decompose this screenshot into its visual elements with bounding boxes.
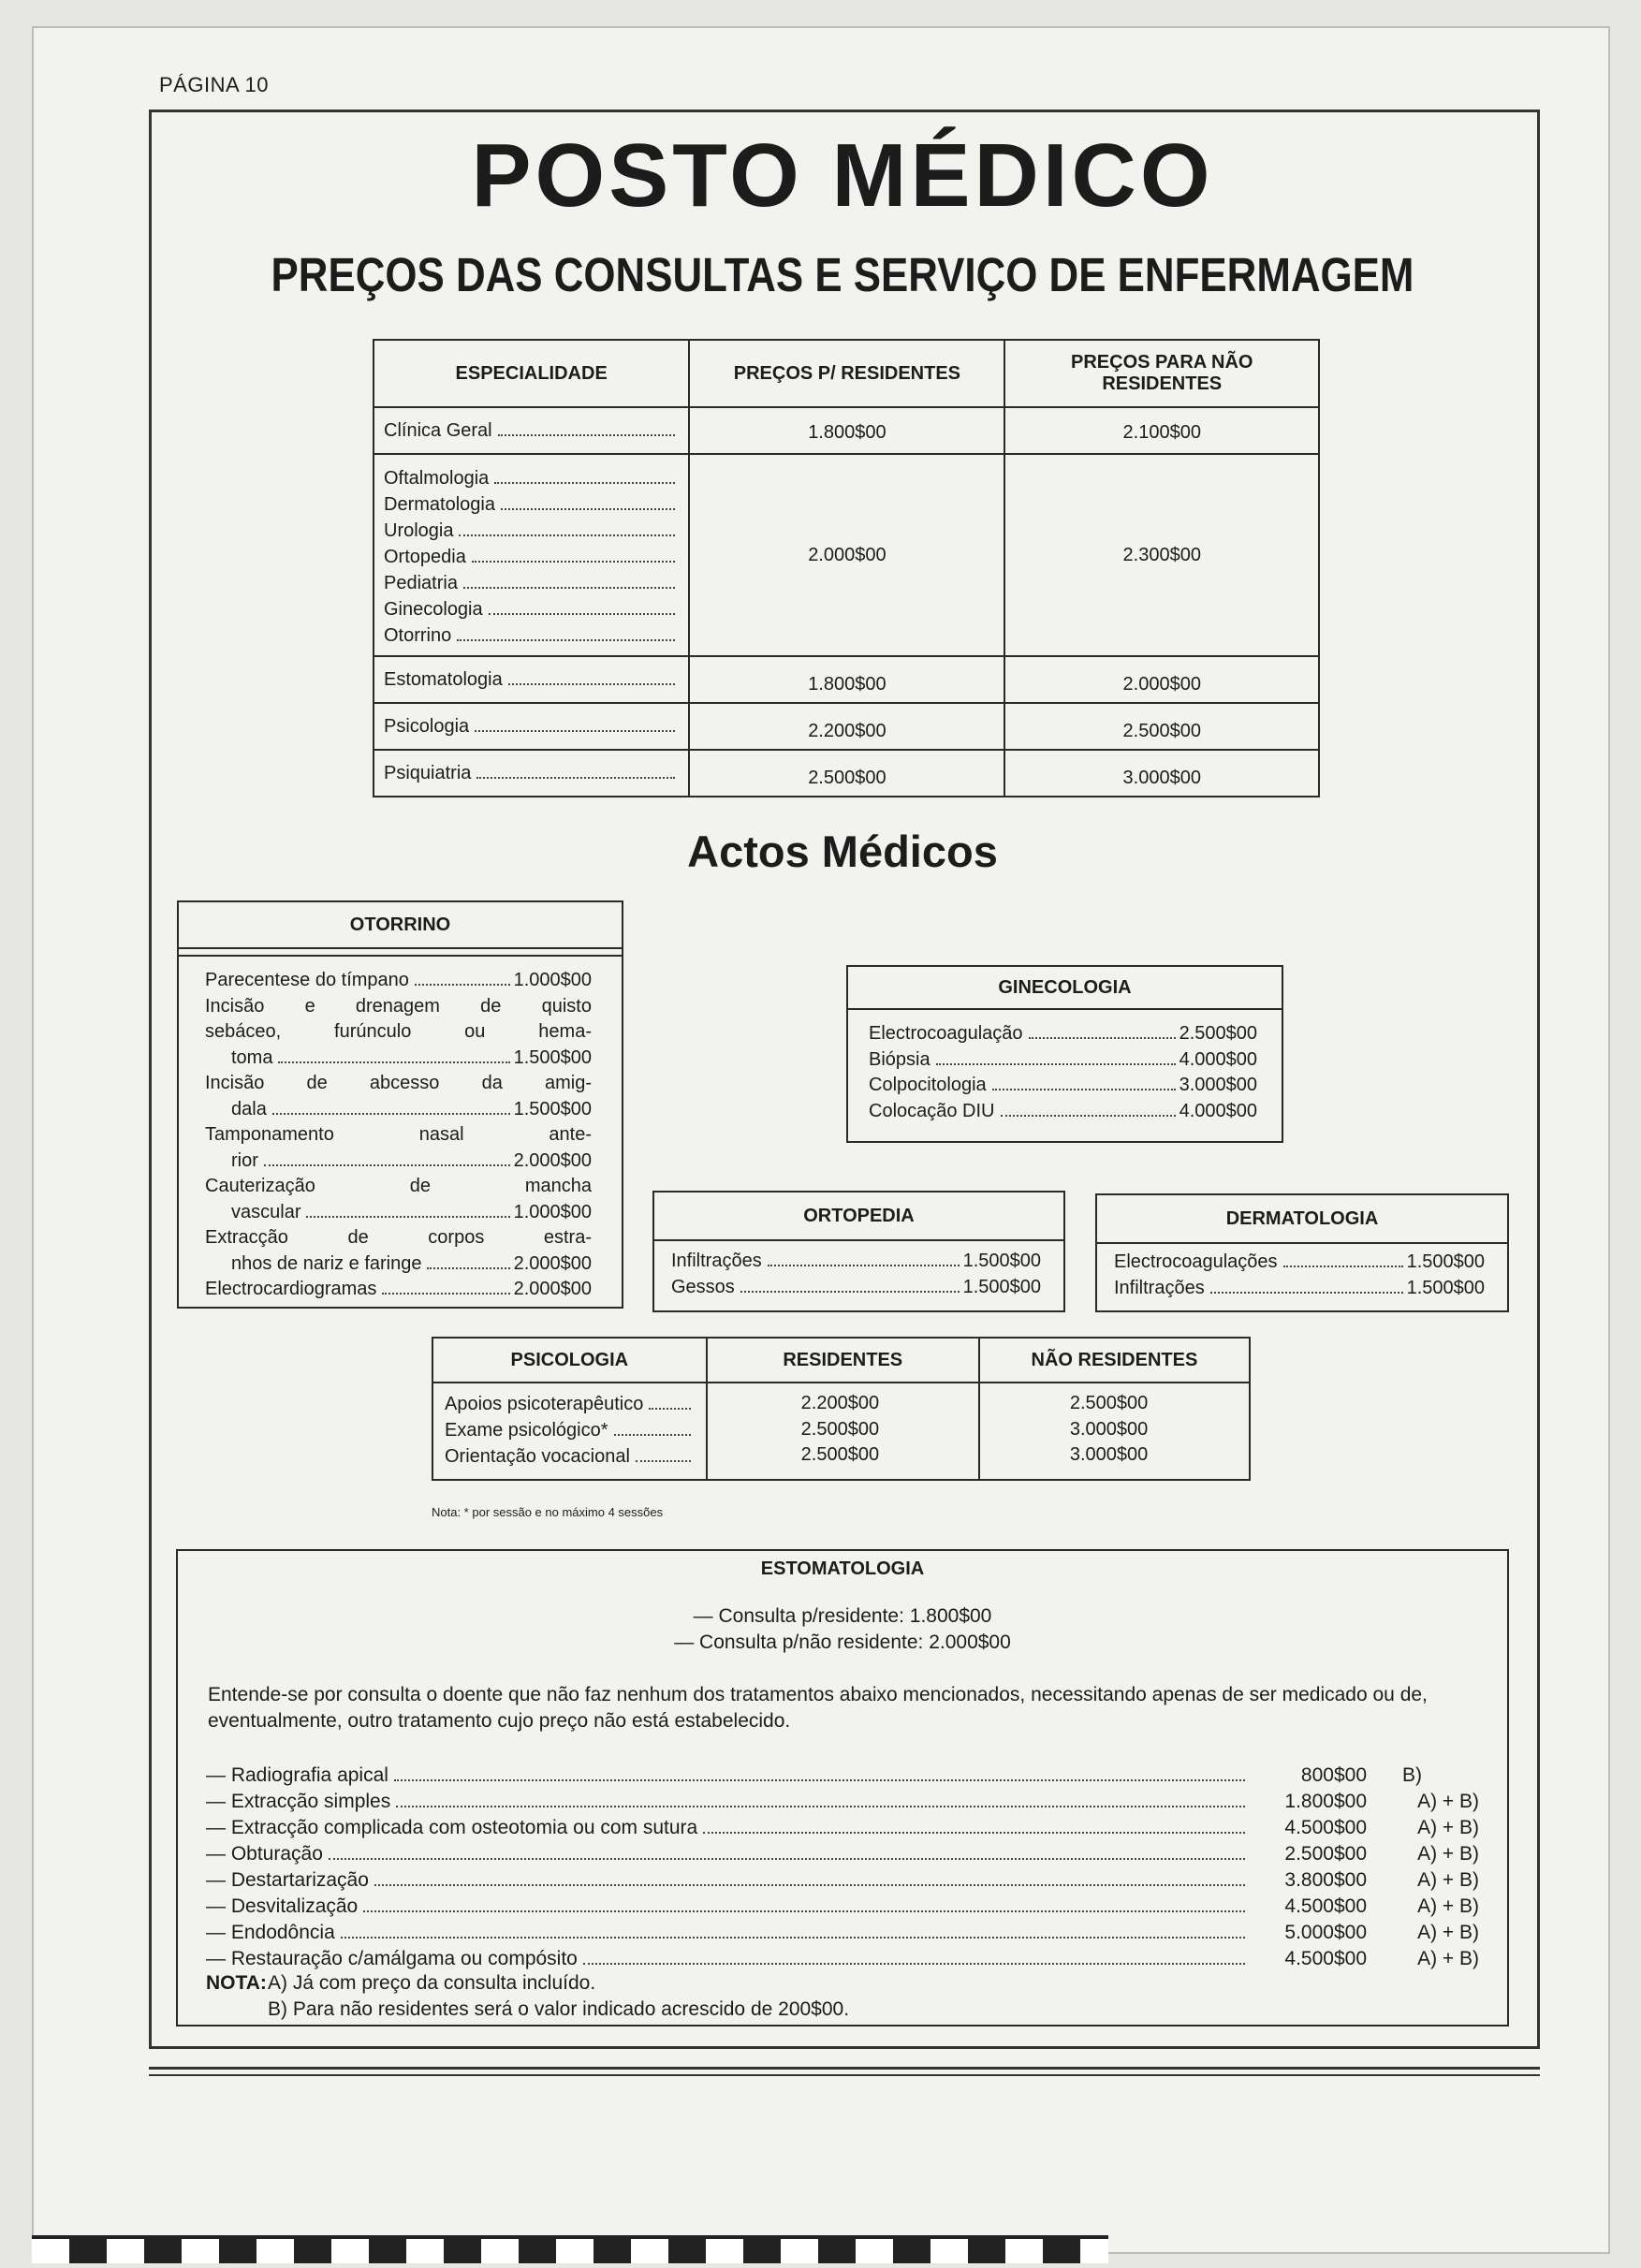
bottom-rule bbox=[149, 2067, 1540, 2070]
definition-paragraph: Entende-se por consulta o doente que não faz nenhum dos tratamentos abaixo mencionados, necessitando apenas de ser medicado ou de, eventualmente, outro tratamento cujo preço não está estabelecido. bbox=[208, 1684, 1428, 1732]
treatment-name: — Restauração c/amálgama ou compósito bbox=[206, 1948, 578, 1969]
list-item: vascular bbox=[231, 1201, 301, 1222]
specialty-name: Psiquiatria bbox=[384, 763, 472, 783]
list-item: Infiltrações bbox=[671, 1251, 762, 1271]
item-price: 1.000$00 bbox=[513, 970, 592, 990]
specialty-name: Oftalmologia bbox=[384, 468, 490, 489]
item-price: 2.500$00 bbox=[1179, 1023, 1257, 1044]
list-item: Parecentese do tímpano bbox=[205, 970, 409, 990]
list-item: Gessos bbox=[671, 1276, 735, 1297]
list-item: nhos de nariz e faringe bbox=[231, 1252, 422, 1274]
table-row bbox=[374, 750, 1319, 797]
page-title: POSTO MÉDICO bbox=[471, 125, 1214, 226]
nota-block bbox=[206, 1970, 595, 1997]
item-price: 2.000$00 bbox=[513, 1149, 592, 1171]
treatment-row bbox=[206, 1946, 1479, 1972]
scan-ruler bbox=[32, 2239, 1108, 2263]
treatment-row bbox=[206, 1815, 1479, 1841]
non-resident-price: 2.000$00 bbox=[1004, 656, 1319, 703]
specialty-name: Clínica Geral bbox=[384, 420, 492, 441]
non-resident-price: 2.100$00 bbox=[1004, 407, 1319, 454]
consultation-price-table bbox=[373, 339, 1320, 797]
list-item: Biópsia bbox=[869, 1048, 930, 1070]
treatment-price: 4.500$00 bbox=[1284, 1948, 1367, 1969]
ginecologia-header: GINECOLOGIA bbox=[848, 967, 1282, 1010]
psicologia-table bbox=[432, 1337, 1251, 1481]
otorrino-header: OTORRINO bbox=[179, 902, 622, 949]
list-item: Cauterização de mancha bbox=[205, 1176, 592, 1196]
list-item: Infiltrações bbox=[1114, 1277, 1205, 1298]
item-price: 1.500$00 bbox=[962, 1251, 1041, 1271]
list-item: sebáceo, furúnculo ou hema- bbox=[205, 1021, 592, 1042]
treatment-row bbox=[206, 1920, 1479, 1946]
treatment-code: A) + B) bbox=[1417, 1817, 1479, 1838]
specialty-name: Estomatologia bbox=[384, 669, 503, 690]
page-label: PÁGINA 10 bbox=[159, 73, 270, 96]
treatment-name: — Destartarização bbox=[206, 1869, 369, 1891]
item-price: 1.500$00 bbox=[513, 1046, 592, 1068]
resident-price: 2.500$00 bbox=[689, 750, 1004, 797]
list-item: Extracção de corpos estra- bbox=[205, 1227, 592, 1248]
treatment-row bbox=[206, 1894, 1479, 1920]
dermatologia-header: DERMATOLOGIA bbox=[1097, 1195, 1507, 1244]
specialty-name: Psicologia bbox=[384, 716, 470, 737]
list-item: toma bbox=[231, 1046, 273, 1068]
resident-price: 2.500$00 bbox=[800, 1444, 880, 1465]
treatment-name: — Extracção complicada com osteotomia ou com sutura bbox=[206, 1817, 698, 1838]
treatment-price: 4.500$00 bbox=[1284, 1895, 1367, 1917]
treatment-code: A) + B) bbox=[1417, 1922, 1479, 1943]
list-item: Orientação vocacional bbox=[445, 1446, 630, 1467]
nota-label: NOTA: bbox=[206, 1972, 267, 1994]
column-header-resident-price: PREÇOS P/ RESIDENTES bbox=[689, 340, 1004, 407]
non-resident-price: 2.500$00 bbox=[1069, 1393, 1149, 1413]
column-header-specialty: ESPECIALIDADE bbox=[374, 340, 689, 407]
specialty-name: Urologia bbox=[384, 520, 454, 541]
list-item: dala bbox=[231, 1098, 267, 1119]
treatment-name: — Extracção simples bbox=[206, 1791, 391, 1812]
treatment-row bbox=[206, 1763, 1479, 1789]
specialty-name: Ginecologia bbox=[384, 599, 483, 620]
item-price: 3.000$00 bbox=[1179, 1075, 1257, 1095]
estomatologia-header: ESTOMATOLOGIA bbox=[760, 1558, 925, 1579]
treatment-price: 1.800$00 bbox=[1284, 1791, 1367, 1812]
table-row bbox=[374, 407, 1319, 454]
otorrino-box bbox=[177, 900, 623, 1309]
resident-price: 2.200$00 bbox=[800, 1393, 880, 1413]
treatment-price: 3.800$00 bbox=[1284, 1869, 1367, 1891]
item-price: 1.500$00 bbox=[513, 1098, 592, 1119]
consult-non-resident: — Consulta p/não residente: 2.000$00 bbox=[674, 1631, 1011, 1653]
specialty-name: Ortopedia bbox=[384, 547, 466, 567]
resident-price: 2.000$00 bbox=[689, 454, 1004, 656]
treatment-row bbox=[206, 1867, 1479, 1894]
treatment-code: B) bbox=[1402, 1764, 1422, 1786]
psicologia-note: Nota: * por sessão e no máximo 4 sessões bbox=[432, 1505, 664, 1519]
non-resident-price: 3.000$00 bbox=[1069, 1418, 1149, 1440]
treatment-code: A) + B) bbox=[1417, 1895, 1479, 1917]
item-price: 2.000$00 bbox=[513, 1279, 592, 1299]
item-price: 1.000$00 bbox=[513, 1201, 592, 1222]
list-item: Electrocoagulações bbox=[1114, 1251, 1278, 1272]
list-item: Incisão e drenagem de quisto bbox=[205, 995, 592, 1017]
column-header-non-resident-price: PREÇOS PARA NÃO RESIDENTES bbox=[1004, 340, 1319, 407]
item-price: 1.500$00 bbox=[1406, 1277, 1485, 1298]
treatment-code: A) + B) bbox=[1417, 1869, 1479, 1891]
item-price: 1.500$00 bbox=[962, 1276, 1041, 1297]
treatment-name: — Radiografia apical bbox=[206, 1764, 388, 1786]
non-resident-price: 3.000$00 bbox=[1069, 1444, 1149, 1465]
psicologia-header: PSICOLOGIA bbox=[432, 1338, 707, 1383]
treatment-code: A) + B) bbox=[1417, 1791, 1479, 1812]
treatment-price: 800$00 bbox=[1300, 1764, 1367, 1786]
specialty-name: Dermatologia bbox=[384, 494, 495, 515]
treatment-code: A) + B) bbox=[1417, 1843, 1479, 1865]
nota-a: A) Já com preço da consulta incluído. bbox=[268, 1972, 596, 1994]
treatment-price: 4.500$00 bbox=[1284, 1817, 1367, 1838]
list-item: Electrocardiogramas bbox=[205, 1279, 377, 1299]
dermatologia-box bbox=[1095, 1193, 1509, 1312]
non-resident-price: 2.500$00 bbox=[1004, 703, 1319, 750]
treatment-row bbox=[206, 1841, 1479, 1867]
treatment-name: — Obturação bbox=[206, 1843, 323, 1865]
treatment-price: 2.500$00 bbox=[1284, 1843, 1367, 1865]
section-title-actos-medicos: Actos Médicos bbox=[687, 827, 998, 876]
item-price: 2.000$00 bbox=[513, 1252, 592, 1274]
resident-price: 1.800$00 bbox=[689, 407, 1004, 454]
list-item: Electrocoagulação bbox=[869, 1023, 1023, 1044]
resident-price: 1.800$00 bbox=[689, 656, 1004, 703]
nota-b: B) Para não residentes será o valor indicado acrescido de 200$00. bbox=[268, 1998, 850, 2020]
list-item: Apoios psicoterapêutico bbox=[445, 1394, 644, 1414]
non-resident-price: 2.300$00 bbox=[1004, 454, 1319, 656]
table-row bbox=[374, 703, 1319, 750]
bottom-rule-thin bbox=[149, 2074, 1540, 2076]
specialty-name: Otorrino bbox=[384, 625, 452, 646]
list-item: Colpocitologia bbox=[869, 1075, 987, 1095]
non-resident-price: 3.000$00 bbox=[1004, 750, 1319, 797]
table-row bbox=[374, 656, 1319, 703]
list-item: Tamponamento nasal ante- bbox=[205, 1124, 592, 1145]
list-item: rior bbox=[231, 1149, 258, 1171]
ortopedia-header: ORTOPEDIA bbox=[654, 1193, 1063, 1241]
page-subtitle: PREÇOS DAS CONSULTAS E SERVIÇO DE ENFERMAGEM bbox=[271, 248, 1414, 301]
resident-price: 2.200$00 bbox=[689, 703, 1004, 750]
consult-resident: — Consulta p/residente: 1.800$00 bbox=[693, 1605, 992, 1627]
treatment-row bbox=[206, 1789, 1479, 1815]
treatment-name: — Endodôncia bbox=[206, 1922, 335, 1943]
list-item: Incisão de abcesso da amig- bbox=[205, 1073, 592, 1093]
estomatologia-box bbox=[176, 1549, 1509, 2027]
resident-price: 2.500$00 bbox=[800, 1418, 880, 1440]
item-price: 1.500$00 bbox=[1406, 1251, 1485, 1272]
specialty-name: Pediatria bbox=[384, 573, 458, 593]
treatment-price: 5.000$00 bbox=[1284, 1922, 1367, 1943]
treatment-name: — Desvitalização bbox=[206, 1895, 359, 1917]
column-header-residents: RESIDENTES bbox=[707, 1338, 979, 1383]
ortopedia-box bbox=[652, 1191, 1065, 1312]
table-row bbox=[374, 454, 1319, 656]
list-item: Exame psicológico* bbox=[445, 1420, 608, 1441]
list-item: Colocação DIU bbox=[869, 1100, 995, 1121]
item-price: 4.000$00 bbox=[1179, 1100, 1257, 1121]
treatment-code: A) + B) bbox=[1417, 1948, 1479, 1969]
item-price: 4.000$00 bbox=[1179, 1048, 1257, 1070]
ginecologia-box bbox=[846, 965, 1283, 1143]
column-header-non-residents: NÃO RESIDENTES bbox=[979, 1338, 1250, 1383]
